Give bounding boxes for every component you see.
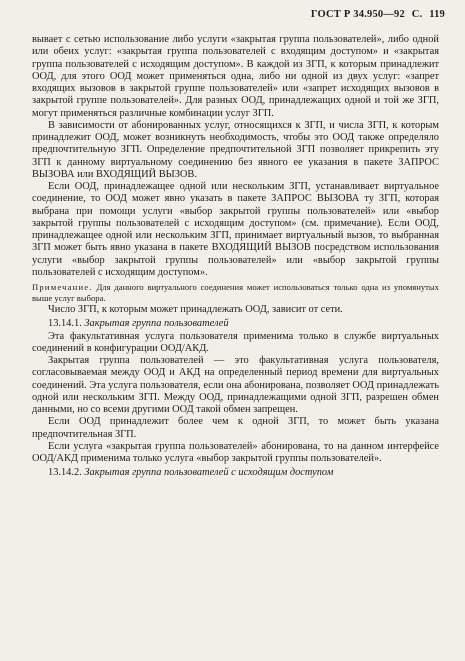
standard-designation: ГОСТ Р 34.950—92 [310,9,405,20]
paragraph-applicability: Эта факультативная услуга пользователя применима только в службе виртуальных соединений в конфигурации ООД/АКД. [32,330,439,354]
paragraph-cug-count: Число ЗГП, к которым может принадлежать ООД, зависит от сети. [48,304,343,316]
document-body [32,34,439,480]
paragraph-cug-subscribed: Если услуга «закрытая группа пользователей» абонирована, то на данном интерфейсе ООД/АКД применима только услуга «выбор закрытой группы пользователей». [32,440,439,465]
paragraph-preferred-cug: В зависимости от абонированных услуг, относящихся к ЗГП, и числа ЗГП, к которым принадлежит ООД, может возникнуть необходимость, чтобы это ООД также определяло предпочтительную ЗГП. Определение предпочтительной ЗГП позволяет прикрепить эту ЗГП к данному виртуальному соединению без явного ее указания в пакете ЗАПРОС ВЫЗОВА или ВХОДЯЩИЙ ВЫЗОВ. [32,119,439,180]
paragraph-continuation: вывает с сетью использование либо услуги «закрытая группа пользователей», либо одной или обеих услуг: «закрытая группа пользователей с входящим доступом» и «закрытая группа пользователей с исходящим доступом». В каждой из ЗГП, к которым принадлежит ООД, для этого ООД может применяться одна, либо ни одной из двух услуг: «запрет входящих вызовов в закрытой группе пользователей» или «запрет исходящих вызовов в закрытой группе пользователей». Для разных ООД, принадлежащих одной и той же ЗГП, могут применяться различные комбинации услуг ЗГП. [32,34,439,119]
page-number: 119 [429,9,445,20]
section-heading-13-14-1 [32,318,439,330]
page-header [311,9,445,20]
note [32,282,439,303]
note-label: Примечание. [32,282,93,292]
section-title: Закрытая группа пользователей с исходящим доступом [84,467,334,479]
section-number: 13.14.1. [48,318,82,330]
section-heading-13-14-2 [32,467,439,479]
note-text: Для данного виртуального соединения может использоваться только одна из упомянутых выше услуг выбора. [32,282,439,303]
page-label: С. [411,9,423,20]
paragraph-cug-definition: Закрытая группа пользователей — это факультативная услуга пользователя, согласовываемая между ООД и АКД на определенный период времени для виртуальных соединений. Эта услуга пользователя, если она абонирована, позволяет ООД принадлежать одной или нескольким ЗГП. Между ООД, принадлежащими одной ЗГП, разрешен обмен данными, но со всеми другими ООД такой обмен запрещен. [32,355,439,416]
paragraph-preferred-indication: Если ООД принадлежит более чем к одной ЗГП, то может быть указана предпочтительная ЗГП. [32,416,439,440]
paragraph-cug-selection: Если ООД, принадлежащее одной или нескольким ЗГП, устанавливает виртуальное соединение, то ООД может явно указать в пакете ЗАПРОС ВЫЗОВА ту ЗГП, которая выбрана при помощи услуги «выбор закрытой группы пользователей» или «выбор закрытой группы пользователей с исходящим доступом» (см. примечание). Если ООД, принадлежащее одной или нескольким ЗГП, принимает виртуальный вызов, то выбранная ЗГП может быть явно указана в пакете ВХОДЯЩИЙ ВЫЗОВ посредством использования услуги «выбор закрытой группы пользователей» или «выбор закрытой группы пользователей с исходящим доступом». [32,181,439,278]
section-number: 13.14.2. [48,467,82,479]
section-title: Закрытая группа пользователей [84,318,229,330]
